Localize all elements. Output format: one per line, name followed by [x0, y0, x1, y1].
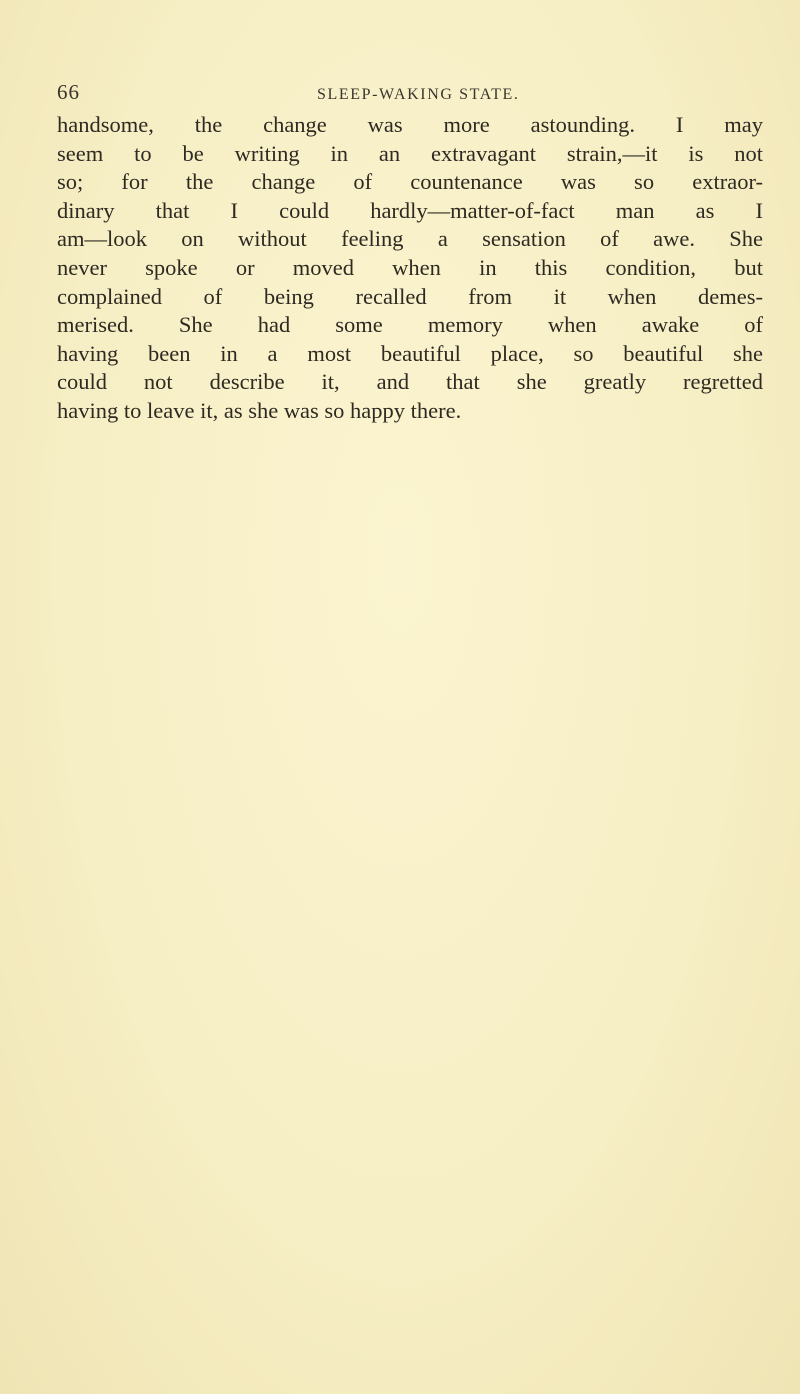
text-line: so; for the change of countenance was so extraor-: [57, 169, 763, 195]
text-line: handsome, the change was more astounding. I may: [57, 112, 763, 137]
running-head-title: SLEEP-WAKING STATE.: [317, 86, 520, 103]
running-head: [57, 80, 763, 110]
page-number: 66: [57, 80, 80, 104]
text-line: am—look on without feeling a sensation of awe. She: [57, 226, 763, 252]
text-line: merised. She had some memory when awake of: [57, 312, 763, 338]
text-line: dinary that I could hardly—matter-of-fact man as I: [57, 197, 763, 223]
text-line: never spoke or moved when in this condition, but: [57, 254, 763, 280]
body-paragraph: [57, 111, 763, 426]
text-line: having been in a most beautiful place, so beautiful she: [57, 340, 763, 366]
text-line: seem to be writing in an extravagant strain,—it is not: [57, 140, 763, 166]
text-line: could not describe it, and that she greatly regretted: [57, 369, 763, 395]
text-line: complained of being recalled from it when demes-: [57, 283, 763, 309]
text-line: having to leave it, as she was so happy there.: [57, 397, 462, 423]
